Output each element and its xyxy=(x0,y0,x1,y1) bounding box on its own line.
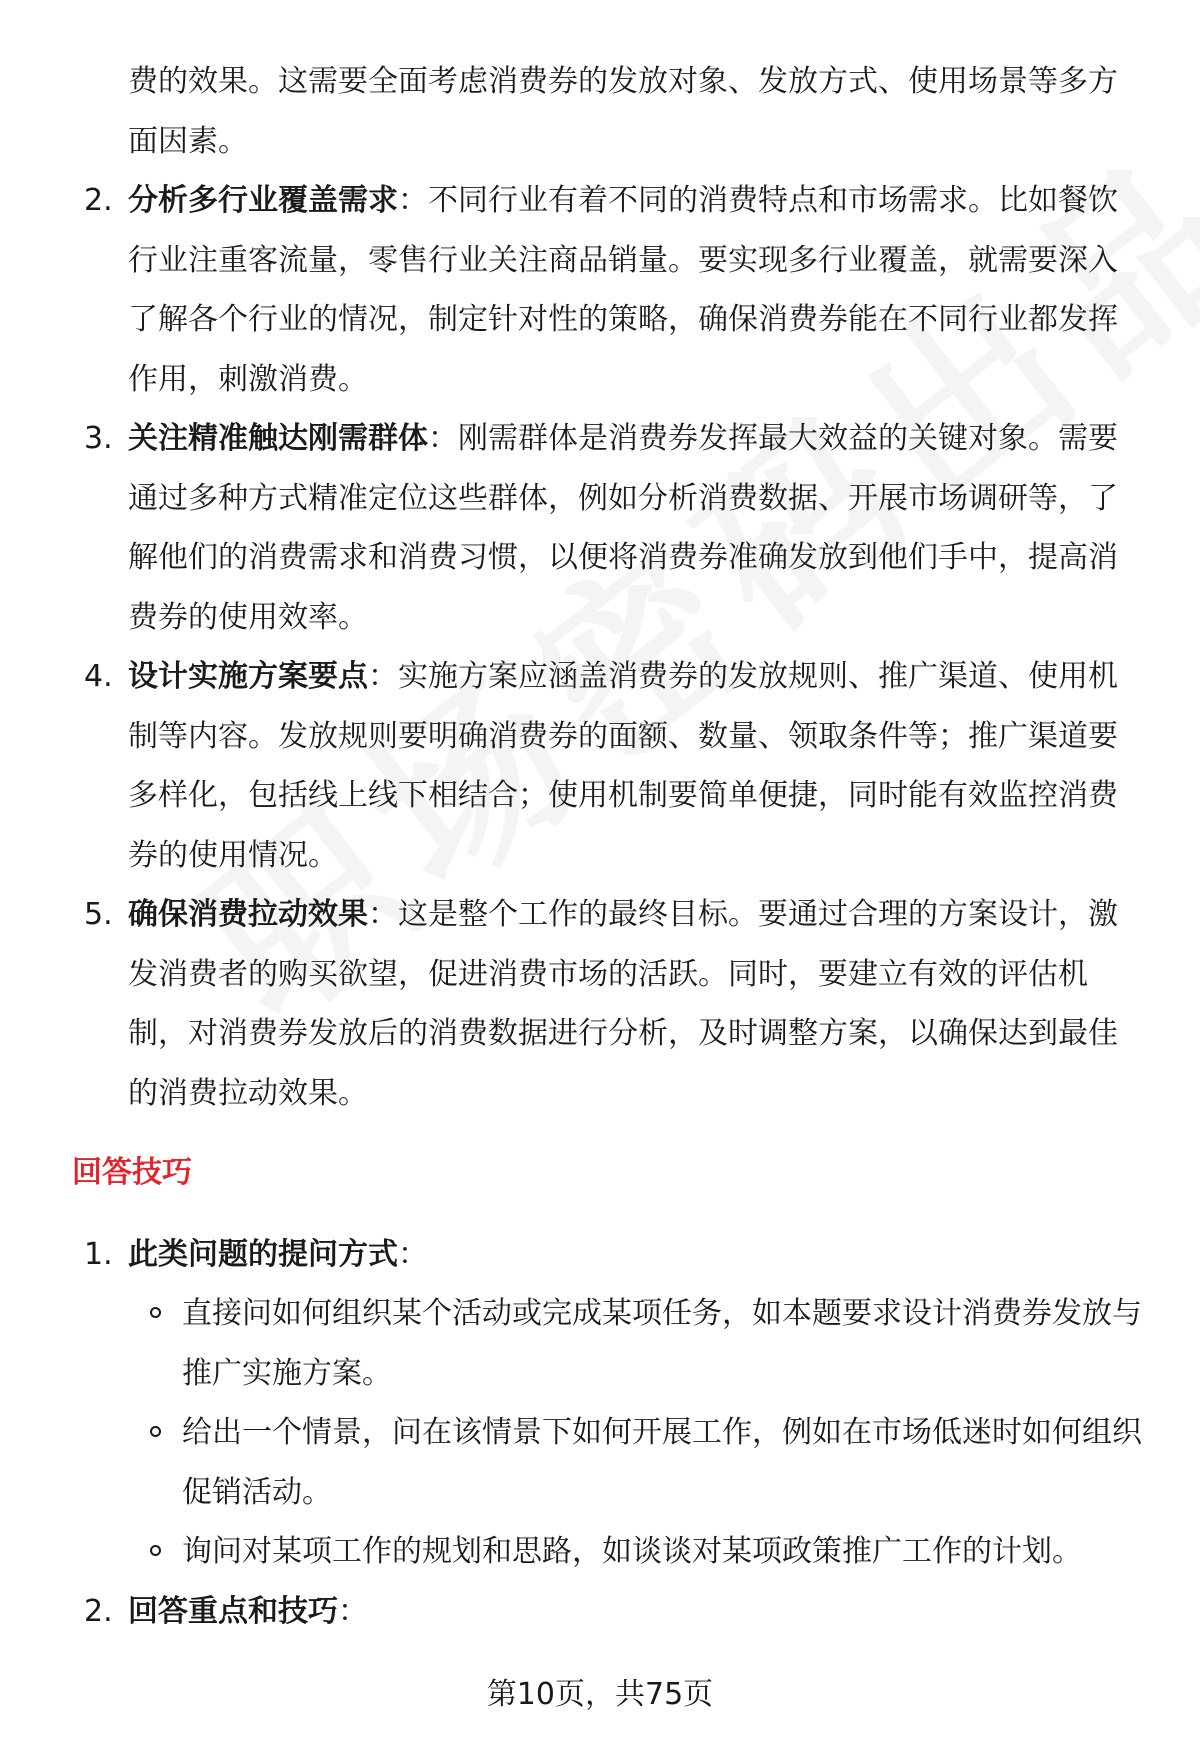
tips-item-title: 此类问题的提问方式 xyxy=(128,1236,398,1272)
section-heading: 回答技巧 xyxy=(72,1155,192,1190)
list-item-colon: ： xyxy=(428,421,458,456)
list-number: 1. xyxy=(84,1236,113,1272)
tips-item-title: 回答重点和技巧 xyxy=(128,1593,338,1629)
list-item-colon: ： xyxy=(368,897,398,932)
sub-list-item xyxy=(0,1284,1200,1403)
list-item-title: 关注精准触达刚需群体 xyxy=(128,421,428,456)
list-item-title: 设计实施方案要点 xyxy=(128,659,368,694)
circle-bullet-icon xyxy=(150,1307,161,1318)
sub-list-item xyxy=(0,1403,1200,1522)
list-item-text: 实施方案应涵盖消费券的发放规则、推广渠道、使用机制等内容。发放规则要明确消费券的面额、数量、领取条件等；推广渠道要多样化，包括线上线下相结合；使用机制要简单便捷，同时能有效监控消费券的使用情况。 xyxy=(128,659,1118,873)
list-item-title: 分析多行业覆盖需求 xyxy=(128,183,398,218)
list-number: 5. xyxy=(84,897,113,932)
sub-list-item xyxy=(0,1522,1200,1582)
tips-item xyxy=(0,1225,1200,1285)
list-number: 2. xyxy=(84,183,113,218)
list-item xyxy=(0,409,1200,647)
list-item-text: 刚需群体是消费券发挥最大效益的关键对象。需要通过多种方式精准定位这些群体，例如分析消费数据、开展市场调研等，了解他们的消费需求和消费习惯，以便将消费券准确发放到他们手中，提高消费券的使用效率。 xyxy=(128,421,1118,635)
document-body xyxy=(0,52,1200,1641)
sub-list-item-text: 给出一个情景，问在该情景下如何开展工作，例如在市场低迷时如何组织促销活动。 xyxy=(182,1415,1142,1510)
list-number: 4. xyxy=(84,659,113,694)
tips-item-colon: ： xyxy=(398,1236,428,1272)
sub-list-item-text: 直接问如何组织某个活动或完成某项任务，如本题要求设计消费券发放与推广实施方案。 xyxy=(182,1296,1142,1391)
circle-bullet-icon xyxy=(150,1545,161,1556)
list-item-text: 不同行业有着不同的消费特点和市场需求。比如餐饮行业注重客流量，零售行业关注商品销量。要实现多行业覆盖，就需要深入了解各个行业的情况，制定针对性的策略，确保消费券能在不同行业都发挥作用，刺激消费。 xyxy=(128,183,1118,397)
list-item xyxy=(0,647,1200,885)
sub-list-item-text: 询问对某项工作的规划和思路，如谈谈对某项政策推广工作的计划。 xyxy=(182,1534,1082,1569)
list-item-colon: ： xyxy=(398,183,428,218)
tips-item xyxy=(0,1582,1200,1642)
circle-bullet-icon xyxy=(150,1426,161,1437)
list-item xyxy=(0,171,1200,409)
list-item-text: 这是整个工作的最终目标。要通过合理的方案设计，激发消费者的购买欲望，促进消费市场的活跃。同时，要建立有效的评估机制，对消费券发放后的消费数据进行分析，及时调整方案，以确保达到最佳的消费拉动效果。 xyxy=(128,897,1118,1111)
list-item-title: 确保消费拉动效果 xyxy=(128,897,368,932)
page-footer: 第10页，共75页 xyxy=(486,1677,714,1712)
list-number: 3. xyxy=(84,421,113,456)
list-item-colon: ： xyxy=(368,659,398,694)
tips-item-colon: ： xyxy=(338,1593,368,1629)
list-item xyxy=(0,885,1200,1123)
list-number: 2. xyxy=(84,1593,113,1629)
paragraph-continuation: 费的效果。这需要全面考虑消费券的发放对象、发放方式、使用场景等多方面因素。 xyxy=(128,64,1118,159)
